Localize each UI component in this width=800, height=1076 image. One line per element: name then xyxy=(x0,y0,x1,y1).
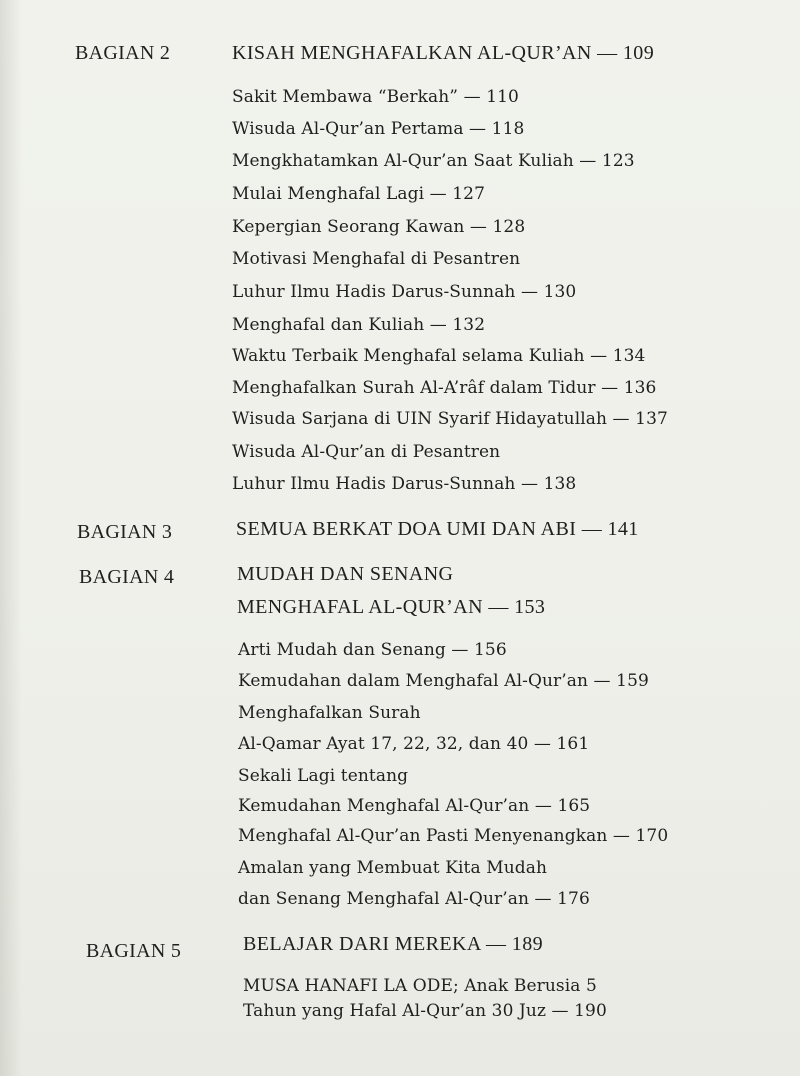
section-label: BAGIAN 4 xyxy=(79,566,175,588)
toc-entry: Motivasi Menghafal di Pesantren xyxy=(232,249,521,269)
toc-entry: Luhur Ilmu Hadis Darus-Sunnah — 130 xyxy=(232,282,577,302)
toc-entry: MUSA HANAFI LA ODE; Anak Berusia 5 xyxy=(243,976,597,996)
section-heading: MUDAH DAN SENANG xyxy=(237,563,454,585)
toc-entry: Kepergian Seorang Kawan — 128 xyxy=(232,217,526,237)
toc-entry: Menghafal dan Kuliah — 132 xyxy=(232,315,486,335)
page-gutter-shadow xyxy=(0,0,22,1076)
toc-entry: Wisuda Al-Qur’an di Pesantren xyxy=(232,442,501,462)
toc-entry: Tahun yang Hafal Al-Qur’an 30 Juz — 190 xyxy=(243,1001,607,1021)
section-heading: BELAJAR DARI MEREKA — 189 xyxy=(243,933,544,955)
toc-entry: Menghafalkan Surah xyxy=(238,703,421,723)
toc-entry: Wisuda Al-Qur’an Pertama — 118 xyxy=(232,119,525,139)
toc-entry: Wisuda Sarjana di UIN Syarif Hidayatullah — 137 xyxy=(232,409,668,429)
toc-entry: Mulai Menghafal Lagi — 127 xyxy=(232,184,486,204)
section-heading: KISAH MENGHAFALKAN AL-QUR’AN — 109 xyxy=(232,42,655,64)
section-label: BAGIAN 3 xyxy=(77,521,173,543)
toc-entry: Menghafalkan Surah Al-A’râf dalam Tidur — 136 xyxy=(232,378,657,398)
toc-entry: Kemudahan dalam Menghafal Al-Qur’an — 159 xyxy=(238,671,649,691)
toc-entry: Amalan yang Membuat Kita Mudah xyxy=(238,858,548,878)
toc-entry: dan Senang Menghafal Al-Qur’an — 176 xyxy=(238,889,590,909)
toc-entry: Menghafal Al-Qur’an Pasti Menyenangkan — 170 xyxy=(238,826,669,846)
section-heading-continued: MENGHAFAL AL-QUR’AN — 153 xyxy=(237,596,546,618)
toc-entry: Kemudahan Menghafal Al-Qur’an — 165 xyxy=(238,796,591,816)
toc-entry: Sakit Membawa “Berkah” — 110 xyxy=(232,87,519,107)
toc-entry: Arti Mudah dan Senang — 156 xyxy=(238,640,507,660)
toc-entry: Al-Qamar Ayat 17, 22, 32, dan 40 — 161 xyxy=(238,734,590,754)
toc-entry: Luhur Ilmu Hadis Darus-Sunnah — 138 xyxy=(232,474,577,494)
section-heading: SEMUA BERKAT DOA UMI DAN ABI — 141 xyxy=(236,518,639,540)
toc-entry: Waktu Terbaik Menghafal selama Kuliah — 134 xyxy=(232,346,646,366)
section-label: BAGIAN 5 xyxy=(86,940,182,962)
toc-entry: Sekali Lagi tentang xyxy=(238,766,409,786)
toc-entry: Mengkhatamkan Al-Qur’an Saat Kuliah — 123 xyxy=(232,151,635,171)
section-label: BAGIAN 2 xyxy=(75,42,171,64)
